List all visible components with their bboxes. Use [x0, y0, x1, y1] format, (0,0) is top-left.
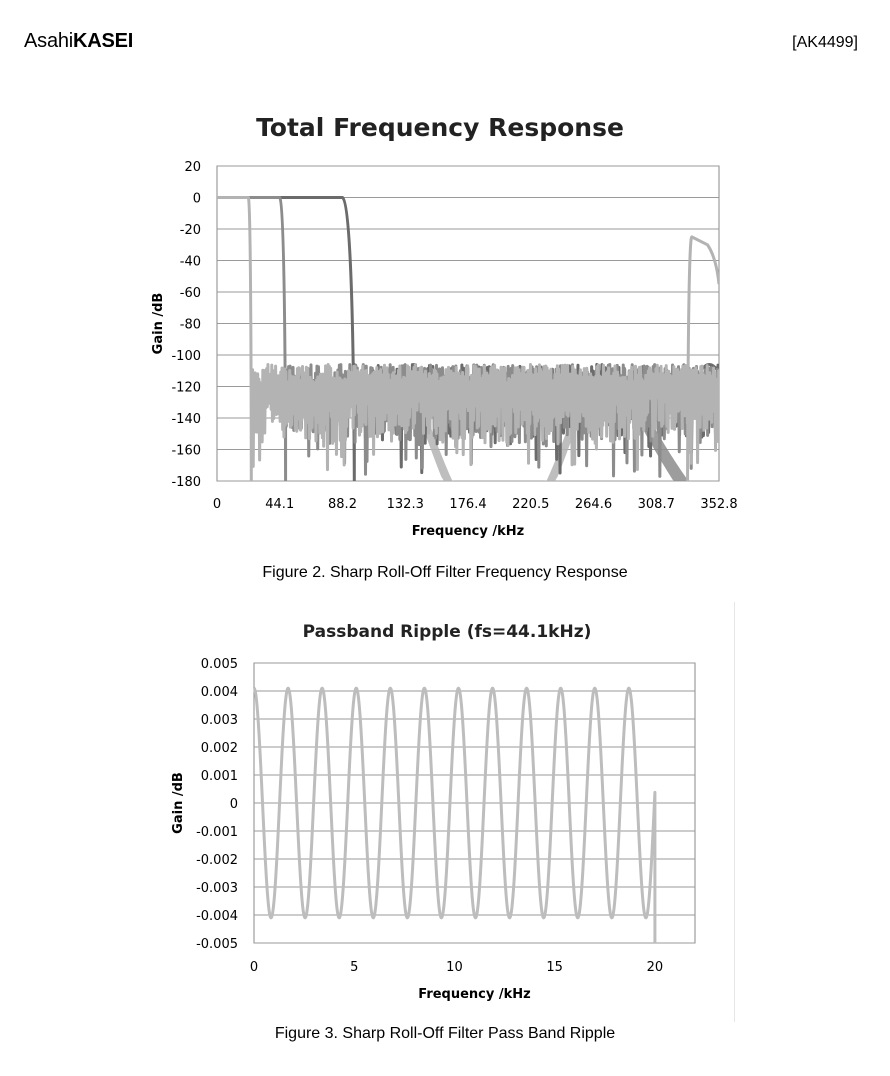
chart1-y-tick-label: -140	[171, 412, 201, 427]
chart2-x-tick-label: 10	[446, 960, 463, 975]
chart2-y-axis-label: Gain /dB	[171, 772, 186, 834]
chart1-y-tick-label: -40	[179, 254, 201, 270]
chart1-y-tick-label: -20	[179, 223, 201, 238]
document-id: [AK4499]	[792, 34, 858, 51]
chart1-x-axis-label: Frequency /kHz	[411, 524, 525, 539]
chart2-y-tick-label: 0.002	[200, 741, 238, 756]
chart2-title: Passband Ripple (fs=44.1kHz)	[302, 622, 592, 642]
chart2-x-axis-label: Frequency /kHz	[418, 987, 531, 1002]
chart2-x-tick-label: 20	[646, 960, 664, 975]
chart1-y-tick-label: 20	[184, 160, 201, 175]
chart2-y-tick-label: 0	[229, 797, 238, 812]
chart1-x-tick-label: 352.8	[700, 497, 738, 512]
chart2-y-tick-label: 0.001	[200, 769, 238, 784]
chart1-x-tick-label: 308.7	[637, 497, 675, 512]
chart1-x-tick-label: 88.2	[328, 497, 357, 512]
chart1-y-axis-label: Gain /dB	[151, 292, 166, 355]
chart1-y-tick-label: -120	[171, 380, 201, 396]
logo-text-kasei: KASEI	[73, 30, 134, 52]
chart1-y-tick-label: -80	[179, 317, 201, 333]
chart2-y-tick-label: -0.005	[196, 937, 238, 952]
chart1-y-tick-label: -180	[171, 475, 201, 490]
chart2-x-tick-label: 15	[546, 960, 563, 975]
chart2-y-tick-label: 0.004	[200, 685, 238, 700]
figure3-caption: Figure 3. Sharp Roll-Off Filter Pass Band Ripple	[274, 1025, 616, 1042]
chart2-y-tick-label: 0.003	[200, 713, 238, 728]
chart2-y-tick-label: 0.005	[200, 657, 238, 672]
chart1-x-tick-label: 220.5	[512, 497, 550, 512]
chart1-y-tick-label: 0	[192, 191, 201, 207]
chart1-x-tick-label: 132.3	[386, 497, 424, 512]
chart2-x-tick-label: 0	[249, 960, 259, 975]
chart1-x-tick-label: 176.4	[449, 497, 487, 512]
chart2-y-tick-label: -0.002	[196, 853, 238, 868]
figure2-caption: Figure 2. Sharp Roll-Off Filter Frequency Response	[262, 564, 628, 581]
chart2-y-tick-label: -0.004	[196, 909, 238, 924]
chart2-y-tick-label: -0.001	[196, 825, 238, 840]
logo-text-asahi: Asahi	[24, 30, 74, 52]
page-divider	[734, 602, 735, 1022]
chart1-x-tick-label: 264.6	[574, 497, 613, 512]
chart1-title: Total Frequency Response	[256, 113, 624, 142]
chart1-x-tick-label: 44.1	[265, 497, 295, 512]
chart1-y-tick-label: -160	[171, 443, 201, 459]
chart1-x-tick-label: 0	[212, 497, 222, 512]
chart1-y-tick-label: -60	[179, 286, 201, 301]
chart2-x-tick-label: 5	[350, 960, 359, 975]
chart2-y-tick-label: -0.003	[196, 881, 238, 896]
chart1-y-tick-label: -100	[171, 349, 201, 364]
